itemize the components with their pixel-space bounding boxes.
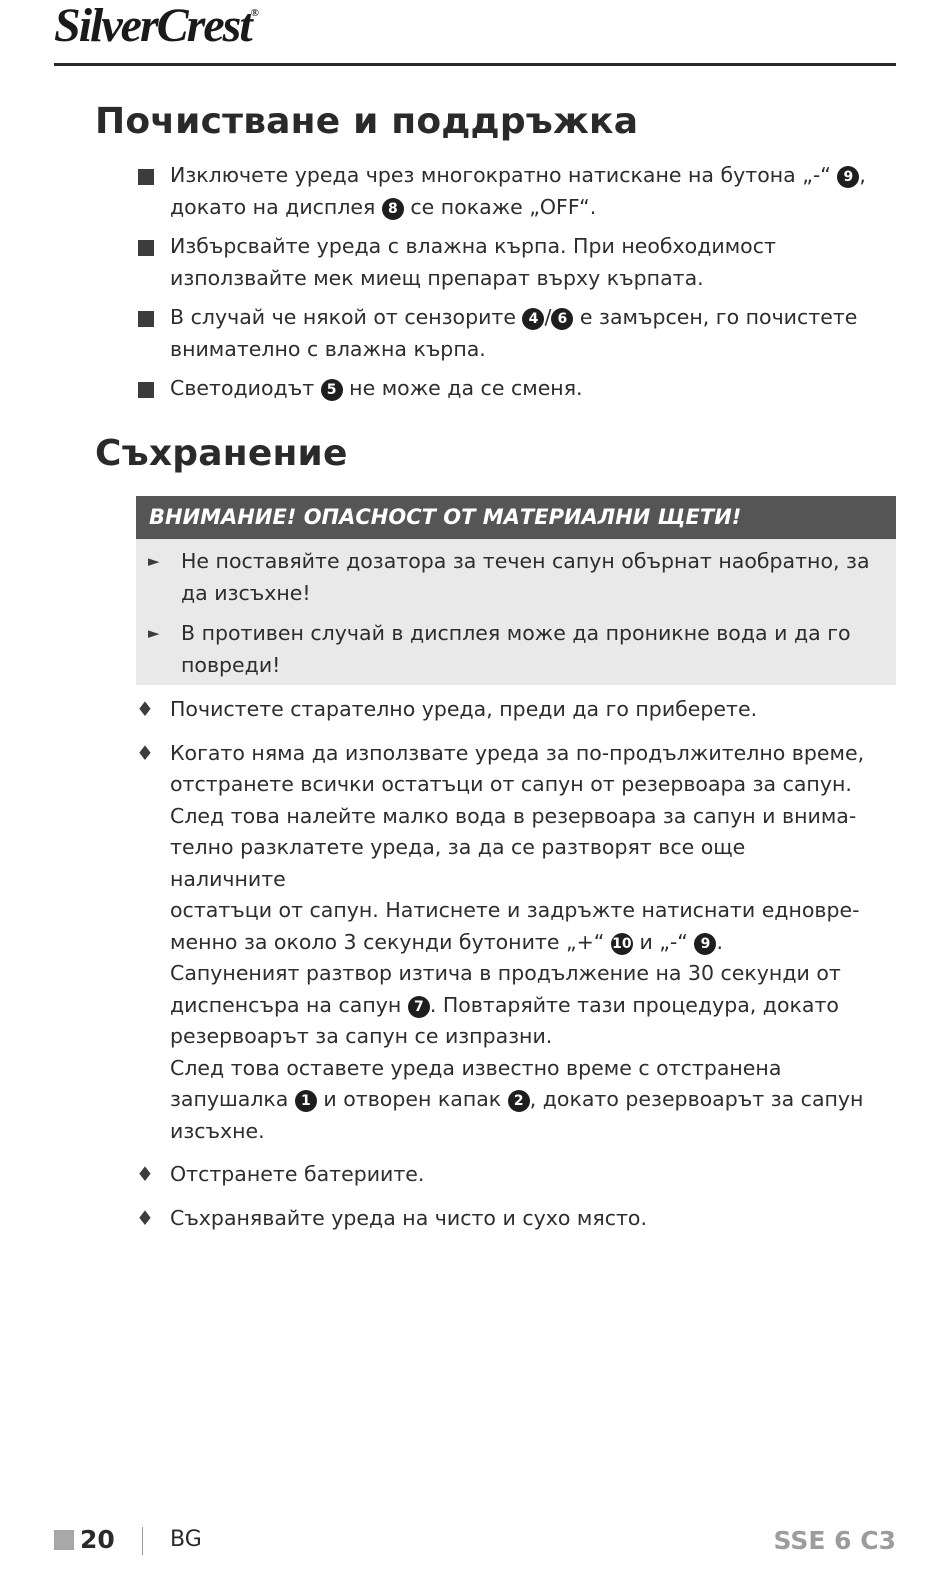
callout-number-icon: 5 [321, 379, 343, 401]
arrow-bullet-icon: ► [148, 552, 160, 570]
list-item-text: Светодиодът 5 не може да се сменя. [170, 376, 583, 400]
callout-number-icon: 9 [694, 933, 716, 955]
square-bullet-icon [138, 240, 154, 256]
cleaning-list [136, 160, 866, 413]
page-number: 20 [80, 1525, 115, 1554]
callout-number-icon: 7 [408, 996, 430, 1018]
diamond-bullet-icon: ♦ [136, 1205, 154, 1230]
callout-number-icon: 2 [508, 1090, 530, 1112]
section-title-cleaning: Почистване и поддръжка [95, 101, 639, 142]
arrow-bullet-icon: ► [148, 624, 160, 642]
warning-item-text: Не поставяйте дозатора за течен сапун обърнат наобратно, за да изсъхне! [181, 549, 870, 605]
storage-list [136, 694, 866, 1246]
list-item [136, 373, 866, 405]
warning-box [136, 539, 896, 685]
language-code: BG [170, 1527, 202, 1552]
square-bullet-icon [138, 382, 154, 398]
footer-divider [142, 1527, 143, 1555]
model-number: SSE 6 C3 [773, 1526, 896, 1555]
list-item-text: Почистете старателно уреда, преди да го приберете. [170, 697, 758, 721]
diamond-bullet-icon: ♦ [136, 740, 154, 765]
list-item [136, 694, 866, 726]
callout-number-icon: 6 [551, 308, 573, 330]
list-item [136, 1159, 866, 1191]
footer-square-icon [54, 1530, 74, 1550]
list-item-text: Избърсвайте уреда с влажна кърпа. При необходимост използвайте мек миещ препарат върху кърпата. [170, 234, 776, 290]
list-item [136, 160, 866, 223]
square-bullet-icon [138, 311, 154, 327]
header-rule [54, 63, 896, 66]
callout-number-icon: 8 [382, 198, 404, 220]
square-bullet-icon [138, 169, 154, 185]
warning-title: ВНИМАНИЕ! ОПАСНОСТ ОТ МАТЕРИАЛНИ ЩЕТИ! [136, 496, 896, 539]
callout-number-icon: 1 [295, 1090, 317, 1112]
warning-item [148, 546, 886, 609]
list-item [136, 1203, 866, 1235]
warning-item-text: В противен случай в дисплея може да проникне вода и да го повреди! [181, 621, 851, 677]
list-item-text: Съхранявайте уреда на чисто и сухо място. [170, 1205, 647, 1230]
list-item [136, 231, 866, 294]
callout-number-icon: 4 [522, 308, 544, 330]
brand-logo: SilverCrest® [54, 0, 259, 52]
list-item-text: В случай че някой от сензорите 4 / 6 е замърсен, го почистете внимателно с влажна кърпа. [170, 305, 858, 361]
callout-number-icon: 9 [837, 166, 859, 188]
section-title-storage: Съхранение [95, 433, 348, 474]
list-item-text: Когато няма да използвате уреда за по-продължително време, отстранете всички остатъци от сапун от резервоара за сапун. След това налейте малко вода в резервоара за сапун и внима- телно разклатете уреда, за да се разтворят все още наличните остатъци от сапун. Натиснете и задръжте натиснати едновре- менно за около 3 секунди бутоните „+“ 10 и „-“ 9 . Сапуненият разтвор изтича в продължение на 30 секунди от диспенсъра на сапун 7 . Повтаряйте тази процедура, докато резервоарът за сапун се изпразни. След това оставете уреда известно време с отстранена запушалка 1 и отворен капак 2 , докато резервоарът за сапун изсъхне. [170, 740, 865, 1143]
callout-number-icon: 10 [611, 933, 633, 955]
diamond-bullet-icon: ♦ [136, 1162, 154, 1186]
list-item [136, 738, 866, 1148]
list-item-text: Изключете уреда чрез многократно натискане на бутона „-“ 9 , докато на дисплея 8 се покаже „OFF“. [170, 163, 866, 219]
list-item [136, 302, 866, 365]
list-item-text: Отстранете батериите. [170, 1162, 425, 1186]
diamond-bullet-icon: ♦ [136, 697, 154, 721]
warning-item [148, 618, 886, 681]
